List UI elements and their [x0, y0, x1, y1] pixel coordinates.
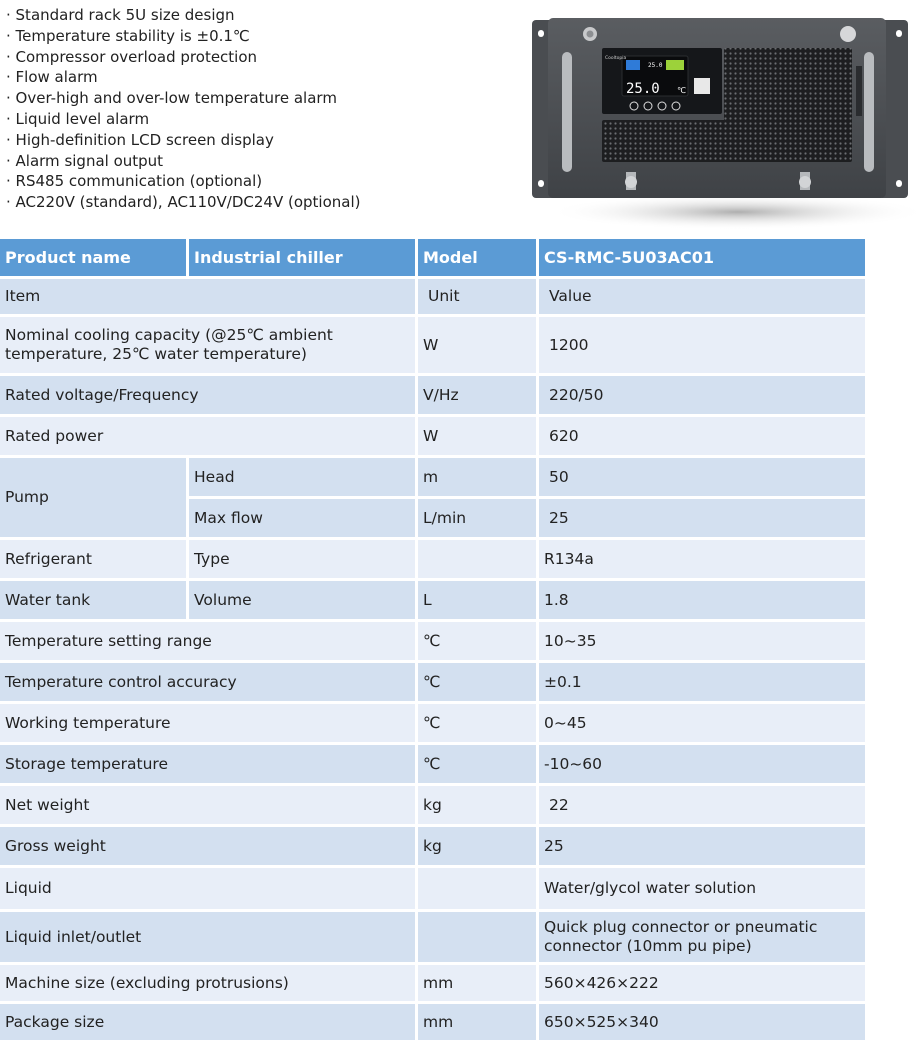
table-header-row — [0, 239, 865, 276]
feature-item: · RS485 communication (optional) — [6, 172, 263, 191]
table-row — [0, 704, 865, 742]
row-label: Package size — [5, 1012, 105, 1031]
row-label: Machine size (excluding protrusions) — [5, 973, 289, 992]
row-sublabel: Head — [194, 467, 235, 486]
row-label: Water tank — [5, 590, 91, 609]
product-name-label: Product name — [0, 239, 186, 276]
row-value: 620 — [549, 426, 579, 445]
value-column-header: Value — [549, 287, 592, 305]
row-sublabel: Volume — [194, 590, 252, 609]
table-row — [0, 745, 865, 783]
row-sublabel: Max flow — [194, 508, 263, 527]
row-label: Pump — [5, 488, 49, 506]
table-row — [0, 581, 865, 619]
row-value: 25 — [549, 508, 569, 527]
row-value: R134a — [544, 549, 594, 568]
row-value: 560×426×222 — [544, 973, 659, 992]
row-unit: mm — [423, 1012, 454, 1031]
row-value: 10~35 — [544, 631, 597, 650]
row-value: 22 — [549, 795, 569, 814]
row-unit: ℃ — [423, 713, 441, 732]
row-value: 220/50 — [549, 385, 604, 404]
row-label: Rated voltage/Frequency — [5, 385, 199, 404]
row-unit — [418, 868, 536, 909]
row-label: Nominal cooling capacity (@25℃ ambient temperature, 25℃ water temperature) — [5, 326, 333, 363]
row-label: Rated power — [5, 426, 104, 445]
table-row — [0, 1004, 865, 1040]
row-unit — [418, 912, 536, 962]
feature-item: · Compressor overload protection — [6, 47, 258, 66]
table-row — [0, 622, 865, 660]
feature-list — [6, 5, 361, 213]
table-row — [0, 827, 865, 865]
row-unit: W — [423, 335, 439, 354]
table-row — [0, 965, 865, 1001]
feature-item: · Alarm signal output — [6, 151, 164, 170]
table-row — [0, 458, 865, 496]
row-unit: mm — [423, 973, 454, 992]
row-unit: L — [423, 590, 432, 609]
model-label: Model — [418, 239, 536, 276]
feature-item: · Temperature stability is ±0.1℃ — [6, 26, 250, 45]
row-value: 0~45 — [544, 713, 587, 732]
table-row — [0, 912, 865, 962]
row-unit: ℃ — [423, 631, 441, 650]
row-value: ±0.1 — [544, 672, 582, 691]
svg-text:25.0: 25.0 — [626, 81, 660, 97]
svg-text:℃: ℃ — [677, 86, 686, 95]
spec-table — [0, 236, 868, 1043]
row-label: Refrigerant — [5, 549, 92, 568]
row-unit: kg — [423, 795, 442, 814]
table-row — [0, 540, 865, 578]
row-value: Water/glycol water solution — [544, 879, 757, 897]
svg-text:Cooltopia: Cooltopia — [605, 56, 627, 61]
row-label: Temperature control accuracy — [5, 672, 237, 691]
row-label: Liquid inlet/outlet — [5, 927, 142, 946]
row-unit: m — [423, 467, 439, 486]
row-sublabel: Type — [194, 549, 230, 568]
table-row — [0, 417, 865, 455]
feature-item: · Over-high and over-low temperature alarm — [6, 89, 337, 108]
row-value: -10~60 — [544, 754, 603, 773]
feature-item: · Flow alarm — [6, 68, 98, 87]
table-row — [0, 868, 865, 909]
svg-text:25.0: 25.0 — [648, 62, 663, 69]
feature-item: · Liquid level alarm — [6, 109, 150, 128]
table-row — [0, 376, 865, 414]
row-unit: L/min — [423, 508, 467, 527]
table-row — [0, 663, 865, 701]
row-unit: kg — [423, 836, 442, 855]
row-value: 25 — [544, 836, 564, 855]
product-image — [528, 16, 916, 236]
row-label: Working temperature — [5, 713, 171, 732]
item-column-header: Item — [5, 287, 41, 305]
row-label: Temperature setting range — [5, 631, 212, 650]
row-label: Gross weight — [5, 836, 106, 855]
product-name-value: Industrial chiller — [189, 239, 415, 276]
feature-item: · AC220V (standard), AC110V/DC24V (optional) — [6, 193, 361, 212]
row-unit: V/Hz — [423, 385, 459, 404]
table-row — [0, 786, 865, 824]
row-value: 50 — [549, 467, 569, 486]
feature-item: · Standard rack 5U size design — [6, 6, 235, 24]
row-label: Liquid — [5, 879, 52, 897]
unit-column-header: Unit — [428, 287, 460, 305]
row-unit: ℃ — [423, 672, 441, 691]
row-value: 1.8 — [544, 590, 569, 609]
row-value: 650×525×340 — [544, 1012, 659, 1031]
model-value: CS-RMC-5U03AC01 — [539, 239, 865, 276]
table-row — [0, 317, 865, 373]
row-label: Storage temperature — [5, 754, 168, 773]
table-row — [0, 279, 865, 314]
row-unit: ℃ — [423, 754, 441, 773]
row-value: 1200 — [549, 335, 589, 354]
row-label: Net weight — [5, 795, 90, 814]
feature-item: · High-definition LCD screen display — [6, 130, 274, 149]
row-unit: W — [423, 426, 439, 445]
row-unit — [418, 540, 536, 578]
row-value: Quick plug connector or pneumatic connector (10mm pu pipe) — [544, 918, 818, 955]
